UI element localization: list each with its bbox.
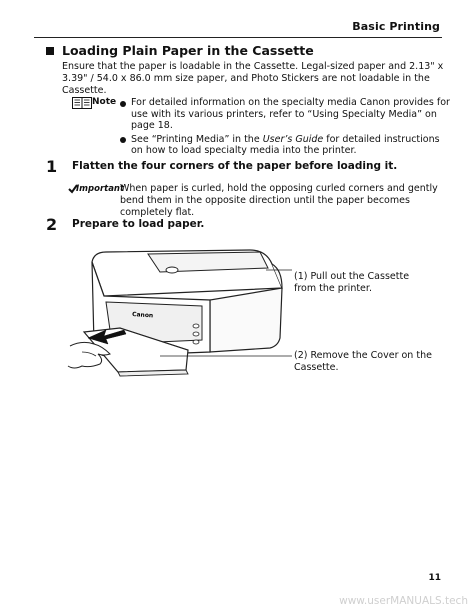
note-item [120, 97, 450, 132]
step-number: 1 [46, 157, 58, 176]
note-item-text-post: for detailed instructions on how to load specialty media into the printer. [131, 133, 440, 156]
book-icon [72, 97, 92, 109]
printer-illustration [60, 240, 300, 385]
intro-paragraph: Ensure that the paper is loadable in the Cassette. Legal-sized paper and 2.13" x 3.39" / 54.0 x 86.0 mm size paper, and Photo Stickers are not loadable in the Cassette. [62, 61, 444, 96]
users-guide-reference: User’s Guide [262, 133, 324, 145]
note-label: Note [92, 97, 117, 107]
header-rule [34, 37, 442, 38]
section-bullet-icon [46, 47, 54, 55]
bullet-dot-icon [120, 101, 126, 107]
watermark: www.userMANUALS.tech [339, 595, 468, 607]
note-item [120, 134, 450, 157]
section-title: Loading Plain Paper in the Cassette [62, 43, 314, 58]
step-number: 2 [46, 215, 58, 234]
page-number: 11 [428, 573, 441, 583]
running-header: Basic Printing [352, 20, 440, 33]
note-item-text: For detailed information on the specialty media Canon provides for use with its various printers, refer to “Using Specialty Media” on page 18. [131, 97, 450, 131]
note-item-text-pre: See “Printing Media” in the [131, 133, 263, 145]
step-text: Flatten the four corners of the paper before loading it. [72, 160, 398, 172]
brand-label: Canon [131, 311, 154, 320]
important-label: Important [76, 184, 125, 194]
callout-remove-cover: (2) Remove the Cover on the Cassette. [294, 350, 432, 373]
step-text: Prepare to load paper. [72, 218, 205, 230]
important-text: When paper is curled, hold the opposing curled corners and gently bend them in the opposite direction until the paper becomes completely flat. [120, 183, 438, 218]
note-list [120, 97, 450, 159]
callout-pull-cassette: (1) Pull out the Cassette from the printer. [294, 271, 410, 294]
bullet-dot-icon [120, 137, 126, 143]
